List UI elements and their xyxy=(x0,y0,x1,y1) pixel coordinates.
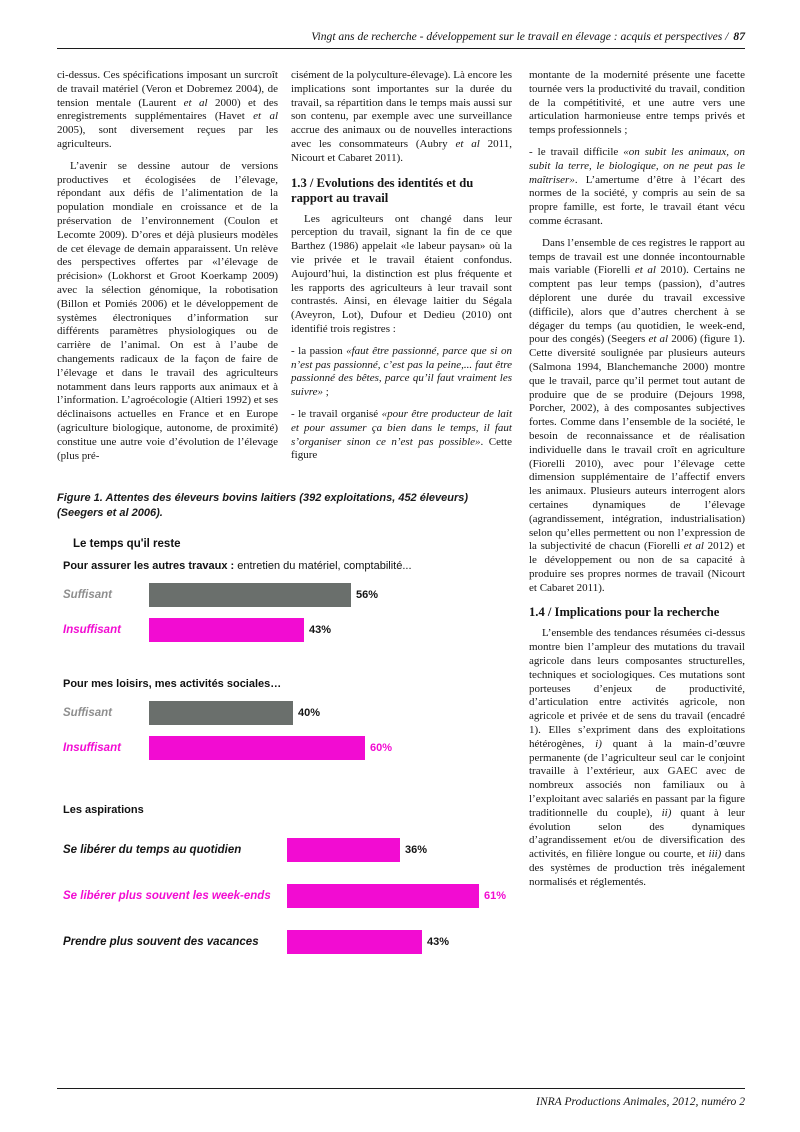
bar-row xyxy=(57,583,512,607)
figure-caption-text: Attentes des éleveurs bovins laitiers (392 exploitations, 452 éleveurs) (Seegers et al 2006). xyxy=(57,492,469,519)
bar xyxy=(149,583,351,607)
bar-value: 56% xyxy=(356,589,379,602)
bar-value: 36% xyxy=(405,844,428,857)
chart-title: Le temps qu'il reste xyxy=(73,538,181,551)
bar-label: Insuffisant xyxy=(63,624,121,637)
text-columns xyxy=(57,69,512,463)
bar-label: Suffisant xyxy=(63,589,112,602)
paragraph: Dans l’ensemble de ces registres le rapport au temps de travail est une donnée incontournable mais variable (Fiorelli et al 2010). Certains ne comptent pas leur temps (passion), d’autres déplorent une durée du travail excessive (difficile), alors que d’autres cherchent à se dégager du temps (au quotidien, le week-end, pour des congés) (Seegers et al 2006) (figure 1). Cette diversité soulignée par plusieurs auteurs (Salmona 1994, Blanchemanche 2000) montre que le travail, parce qu’il permet tout autant de produire que de se produire (Dejours 1998, Porcher, 2002), à des composantes subjectives fortes. Comme dans l’ensemble de la société, le besoin de reconnaissance et de réalisation individuelle dans le travail croît en agriculture (Fiorelli 2010), avec pour l’élevage cette dimension supplémentaire de l’affectif envers les animaux. Plusieurs auteurs interrogent alors certaines dynamiques de l’élevage (agrandissement, intégration, industrialisation) selon qu’elles permettent ou non l’expression de la subjectivité de chacun (Fiorelli et al 2012) et le développement ou non de sa capacité à produire ses propres normes de travail (Nicourt et Cabaret 2011). xyxy=(529,236,746,594)
bar-row xyxy=(57,838,512,862)
chart-section xyxy=(57,678,512,760)
bar-row xyxy=(57,618,512,642)
column-1 xyxy=(57,69,278,463)
paragraph: montante de la modernité présente une facette tournée vers la productivité du travail, condition de la compétitivité, et une autre vers une articulation harmonieuse entre temps privés et temps professionnels ; xyxy=(529,69,745,137)
column-3 xyxy=(529,69,745,954)
bar-label: Se libérer du temps au quotidien xyxy=(63,844,242,857)
paragraph: L’ensemble des tendances résumées ci-dessus montre bien l’ampleur des mutations du travail agricole dans leurs composantes structurelles, techniques et sociologiques. Ces mutations sont porteuses d’enjeux de productivité, d’articulation entre activités agricole, non agricole et privée et de sens du travail (encadré 1). Elles s’expriment dans des exploitations hétérogènes, i) quant à la main-d’œuvre permanente (de l’agriculteur seul car le conjoint travaille à l’extérieur, aux GAEC avec de nombreux associés non familiaux ou à l’exploitant avec salariés en passant par la figure traditionnelle du couple), ii) quant à leur évolution selon des dynamiques d’agrandissement et/ou de diversification des activités, en filière longue ou courte, et iii) dans des systèmes de production très inégalement normalisés et réglementés. xyxy=(529,627,746,888)
bar-row xyxy=(57,884,512,908)
bar-row xyxy=(57,736,512,760)
chart-section-heading: Pour mes loisirs, mes activités sociales… xyxy=(63,678,282,691)
chart-sections xyxy=(57,560,512,954)
chart-section xyxy=(57,804,512,954)
figure-caption xyxy=(57,491,512,520)
bar-value: 40% xyxy=(298,707,321,720)
column-2 xyxy=(291,69,512,463)
page-number: 87 xyxy=(733,30,745,43)
bar xyxy=(149,618,304,642)
section-heading: 1.3 / Evolutions des identités et du rapport au travail xyxy=(291,175,474,205)
figure-label: Figure 1. xyxy=(57,492,103,505)
chart-section-heading: Pour assurer les autres travaux : entretien du matériel, comptabilité... xyxy=(63,560,412,573)
page-columns xyxy=(57,69,745,954)
bar-label: Se libérer plus souvent les week-ends xyxy=(63,890,271,903)
paragraph: L’avenir se dessine autour de versions productives et écologisées de l’élevage, répondant aux défis de l’alimentation de la population mondiale en croissance et de la préservation de l’environnement (Coulon et Lecomte 2009). D’ores et déjà plusieurs modèles de cet élevage de demain apparaissent. Un relève des perspectives offertes par «l’élevage de précision» (Lokhorst et Groot Koerkamp 2009) avec la sélection génomique, la robotisation (Billon et Pomiés 2006) et le développement de systèmes électroniques d’information sur différents paramètres physiologiques ou de carrière de l’animal. On est à l’aube de changements radicaux de la façon de faire de l’élevage et dans le travail des agriculteurs notamment dans leurs rapports aux animaux et à l’information. L’agroécologie (Altieri 1992) et ses déclinaisons actuelles en France et en Europe (agriculture biologique, autonome, de proximité) constitue une autre voie d’évolution de l’élevage (plus pré- xyxy=(57,159,278,462)
section-heading: 1.4 / Implications pour la recherche xyxy=(529,605,720,620)
bar xyxy=(287,930,422,954)
bar-value: 61% xyxy=(484,890,507,903)
paragraph: ci-dessus. Ces spécifications imposant un surcroît de travail matériel (Veron et Dobremez 2004), de tension mentale (Laurent et al 2000) et des enregistrements supplémentaires (Havet et al 2005), sont diversement reçues par les agriculteurs. xyxy=(57,69,278,150)
chart xyxy=(57,538,512,954)
bar xyxy=(149,701,293,725)
bar xyxy=(149,736,365,760)
paragraph: - le travail organisé «pour être producteur de lait et pour assumer ça bien dans le temps, il faut s’organiser sinon ce n’est pas possible». Cette figure xyxy=(291,407,513,462)
bar-row xyxy=(57,930,512,954)
chart-section-heading: Les aspirations xyxy=(63,804,144,817)
running-head xyxy=(57,30,745,49)
running-title: Vingt ans de recherche - développement sur le travail en élevage : acquis et perspectives / xyxy=(311,30,729,43)
bar-value: 60% xyxy=(370,742,393,755)
bar xyxy=(287,884,479,908)
figure-1 xyxy=(57,491,512,954)
journal-line: INRA Productions Animales, 2012, numéro 2 xyxy=(536,1095,745,1108)
bar-value: 43% xyxy=(309,624,332,637)
chart-section xyxy=(57,560,512,642)
paragraph: - la passion «faut être passionné, parce que si on n’est pas passionné, c’est pas la peine,... faut être passionné des bêtes, parce qu’il faut vraiment les suivre» ; xyxy=(291,344,512,399)
bar-row xyxy=(57,701,512,725)
bar-label: Suffisant xyxy=(63,707,112,720)
paragraph: cisément de la polyculture-élevage). Là encore les implications sont importantes sur la durée du travail, sa répartition dans le temps mais aussi sur son contenu, par exemple avec une surveillance accrue des animaux ou de nouvelles interactions avec les consommateurs (Aubry et al 2011, Nicourt et Cabaret 2011). xyxy=(291,69,512,164)
bar xyxy=(287,838,400,862)
bar-label: Insuffisant xyxy=(63,742,121,755)
bar-value: 43% xyxy=(427,936,450,949)
page-footer xyxy=(57,1088,745,1108)
bar-label: Prendre plus souvent des vacances xyxy=(63,936,259,949)
paragraph: Les agriculteurs ont changé dans leur perception du travail, signant la fin de ce que Barthez (1986) appelait «le labeur paysan» où la vie privée et le travail étaient confondus. Aujourd’hui, la distinction est plus fréquente et les rapports des agriculteurs à leur travail sont contrastés. Ainsi, en élevage laitier du Ségala (Aveyron, Lot), Dufour et Dedieu (2010) ont identifié trois registres : xyxy=(291,212,512,335)
left-zone xyxy=(57,69,512,954)
paragraph: - le travail difficile «on subit les animaux, on subit la terre, le biologique, on ne peut pas le maîtriser». L’amertume d’être à l’écart des normes de la société, y compris au sein de sa propre famille, est forte, le travail étant vécu comme écrasant. xyxy=(529,145,745,227)
